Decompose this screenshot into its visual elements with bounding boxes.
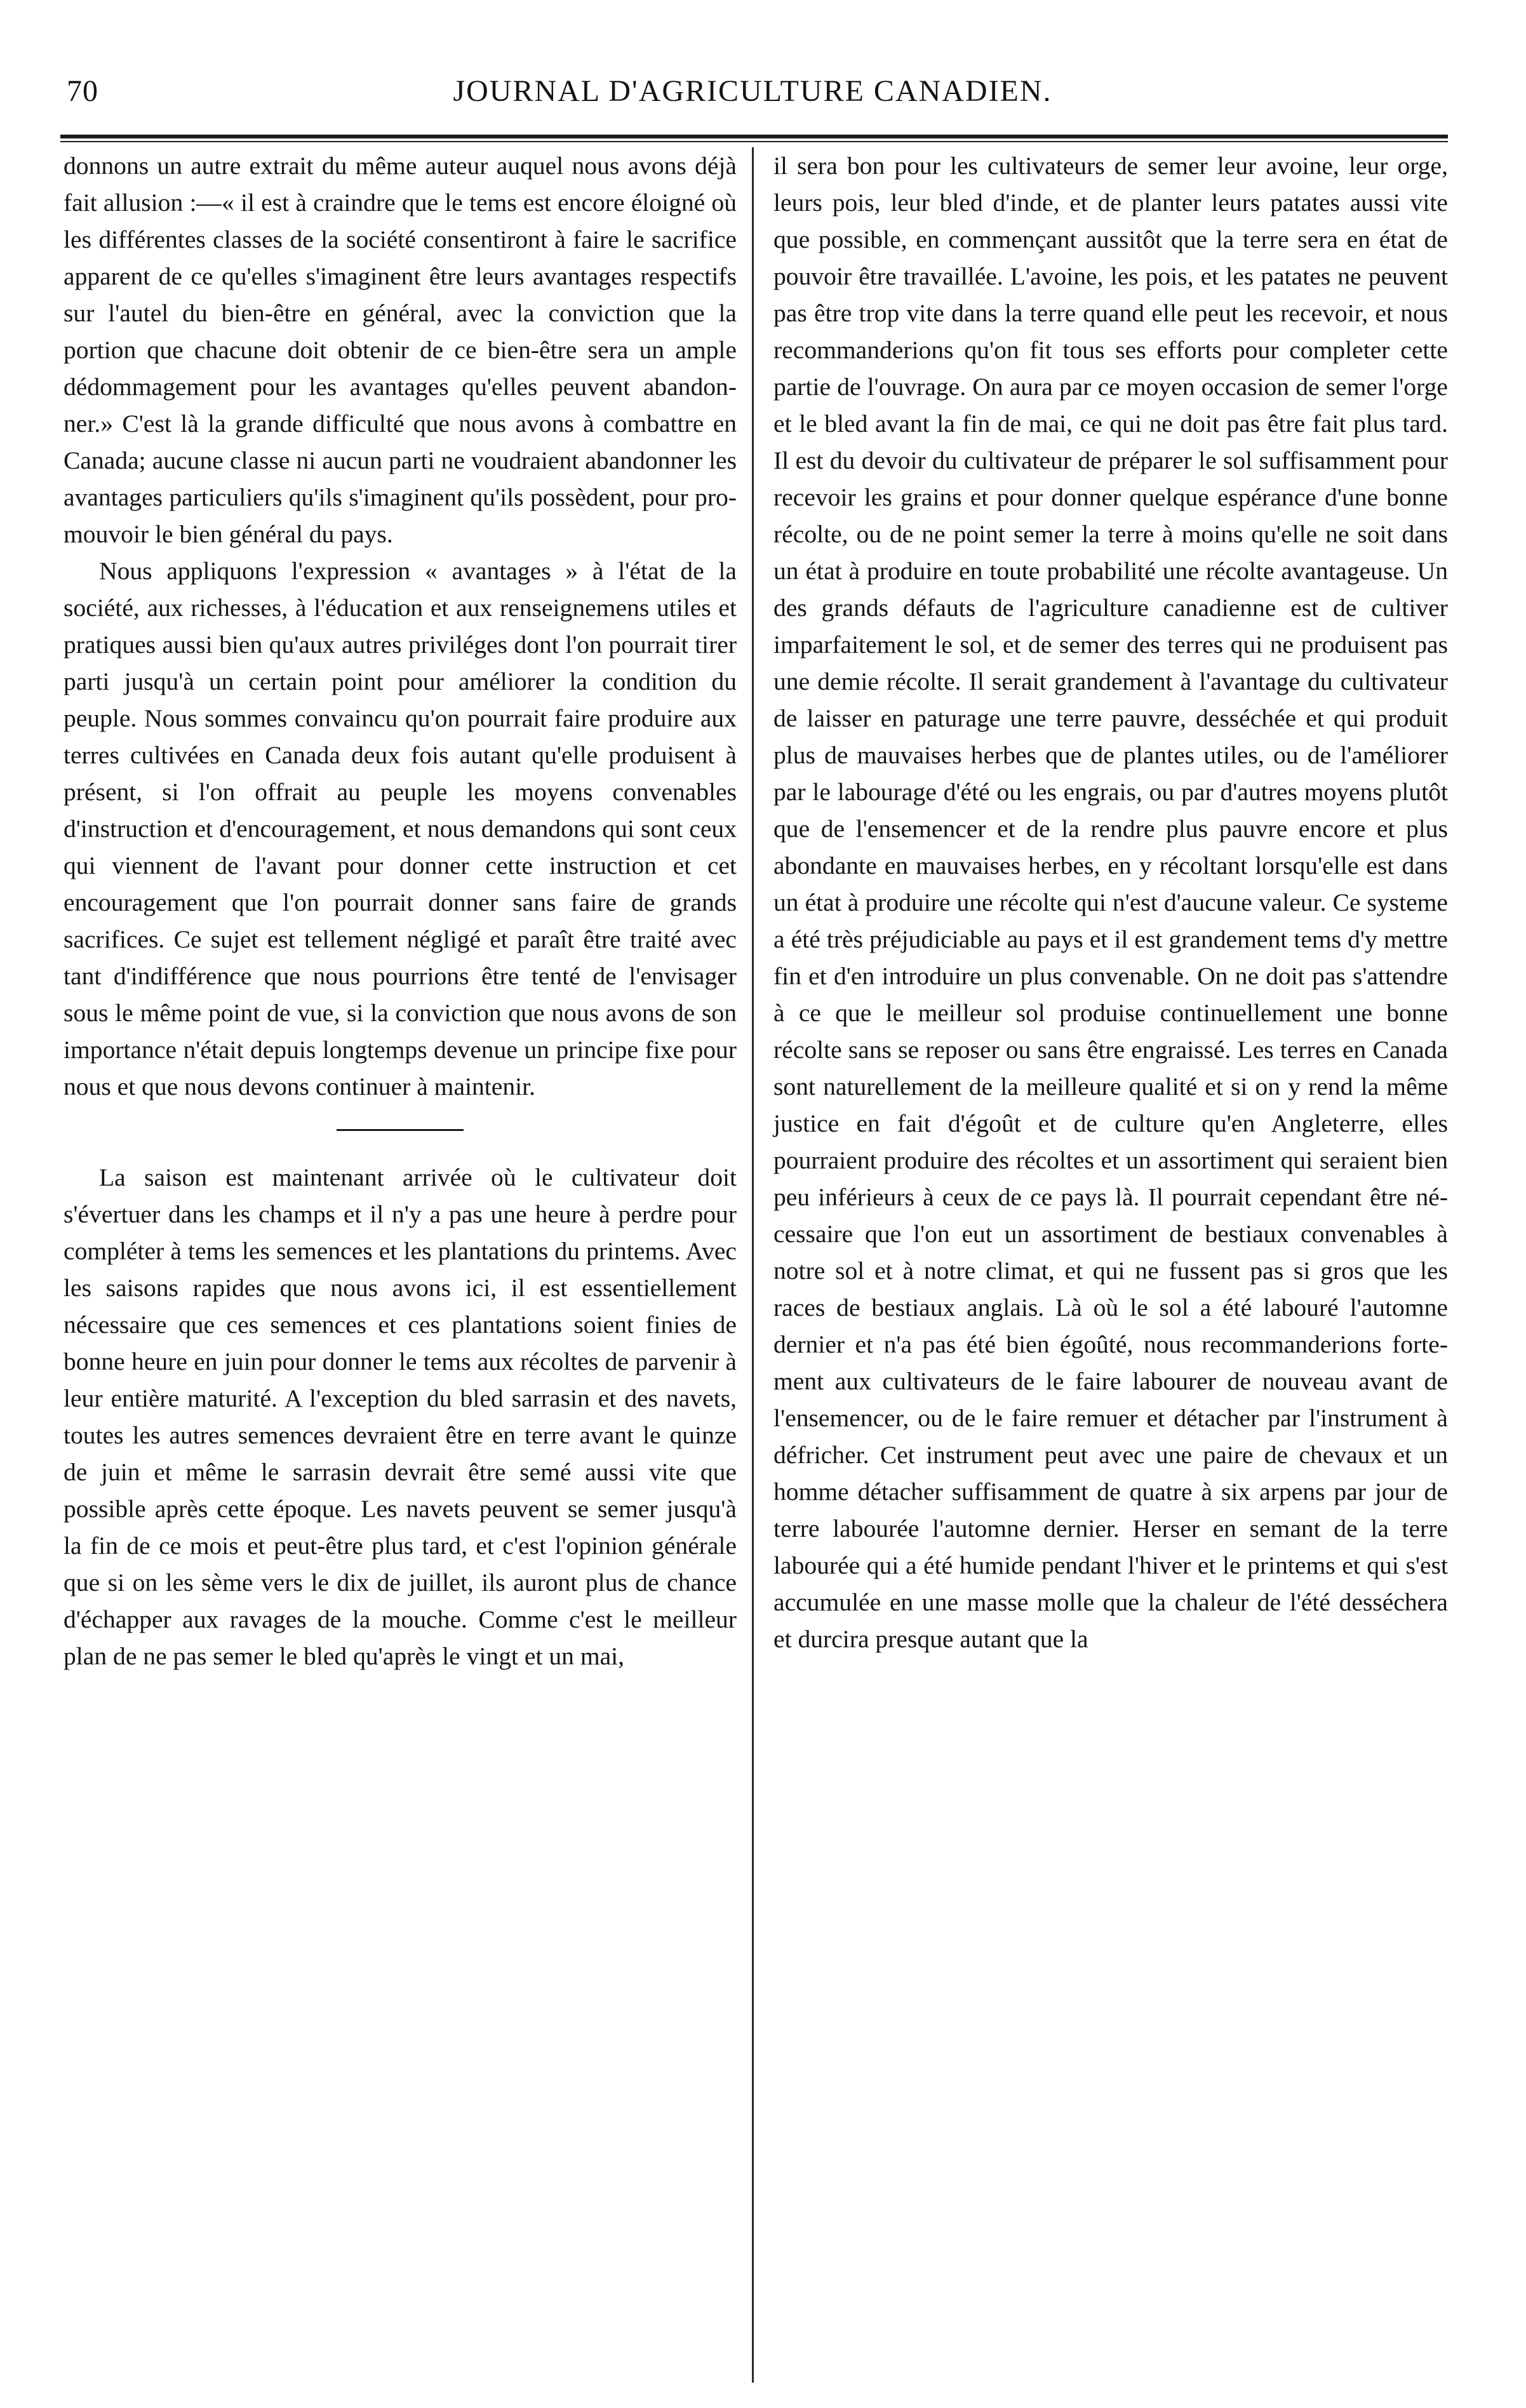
right-column xyxy=(773,147,1448,1657)
column-separator xyxy=(752,147,754,2383)
left-paragraph-1: donnons un autre extrait du même auteur auquel nous avons déjà fait allusion :—« il est à craindre que le tems est encore éloigné où les différentes classes de la société consentiront à faire le sacrifice apparent de ce qu'elles s'imaginent être leurs avantages respectifs sur l'autel du bien-être en général, avec la conviction que la portion que chacune doit obtenir de ce bien-être sera un ample dédommagement pour les avantages qu'elles peuvent abandonner.» C'est là la grande difficulté que nous avons à combattre en Canada; aucune classe ni aucun parti ne voudraient abandonner les avantages particuliers qu'ils s'imaginent qu'ils possèdent, pour promouvoir le bien général du pays. xyxy=(64,152,737,548)
left-column xyxy=(64,147,737,1675)
running-title: JOURNAL D'AGRICULTURE CANADIEN. xyxy=(453,74,1052,108)
header-rule-thick xyxy=(60,135,1448,138)
header-rule-thin xyxy=(60,141,1448,142)
page-number: 70 xyxy=(67,74,98,108)
page-header xyxy=(60,62,1445,119)
left-paragraph-3: La saison est maintenant arrivée où le cultivateur doit s'évertuer dans les champs et il n'y a pas une heure à perdre pour compléter à tems les semences et les plantations du printems. Avec les saisons rapides que nous avons ici, il est essentiellement nécessaire que ces semences et ces plantations soient finies de bonne heure en juin pour donner le tems aux récoltes de parvenir à leur entière maturité. A l'exception du bled sarrasin et des navets, toutes les autres semences devraient être en terre avant le quinze de juin et même le sarrasin devrait être semé aussi vite que possible après cette époque. Les navets peuvent se semer jusqu'à la fin de ce mois et peut-être plus tard, et c'est l'opinion générale que si on les sème vers le dix de juillet, ils auront plus de chance d'échapper aux ravages de la mouche. Comme c'est le meilleur plan de ne pas semer le bled qu'après le vingt et un mai, xyxy=(64,1163,737,1670)
left-paragraph-2: Nous appliquons l'expression « avantages » à l'état de la société, aux richesses, à l'éducation et aux renseignemens utiles et pratiques aussi bien qu'aux autres priviléges dont l'on pourrait tirer parti jusqu'à un certain point pour améliorer la condition du peuple. Nous sommes convaincu qu'on pourrait faire produire aux terres cultivées en Canada deux fois autant qu'elle produisent à présent, si l'on offrait au peuple les moyens convenables d'instruction et d'encouragement, et nous demandons qui sont ceux qui viennent de l'avant pour donner cette instruction et cet encouragement que l'on pourrait donner sans faire de grands sacrifices. Ce sujet est tellement négligé et paraît être traité avec tant d'indifférence que nous pourrions être tenté de l'envisager sous le même point de vue, si la conviction que nous avons de son importance n'était depuis longtemps devenue un principe fixe pour nous et que nous devons continuer à maintenir. xyxy=(64,557,737,1100)
right-paragraph-1: il sera bon pour les cultivateurs de semer leur avoine, leur orge, leurs pois, leur bled d'inde, et de planter leurs patates aussi vite que possible, en commençant aussitôt que la terre sera en état de pouvoir être travaillée. L'avoine, les pois, et les patates ne peuvent pas être trop vite dans la terre quand elle peut les recevoir, et nous recommanderions qu'on fit tous ses efforts pour completer cette partie de l'ouvrage. On aura par ce moyen occasion de semer l'orge et le bled avant la fin de mai, ce qui ne doit pas être fait plus tard. Il est du devoir du cultivateur de préparer le sol suffisamment pour recevoir les grains et pour donner quelque espérance d'une bonne récolte, ou de ne point semer la terre à moins qu'elle ne soit dans un état à produire en toute probabilité une récolte avantageuse. Un des grands défauts de l'agriculture canadienne est de cultiver imparfaitement le sol, et de semer des terres qui ne produisent pas une demie récolte. Il serait grandement à l'avantage du cultivateur de laisser en paturage une terre pauvre, desséchée et qui produit plus de mauvaises herbes que de plantes utiles, ou de l'améliorer par le labourage d'été ou les engrais, ou par d'autres moyens plutôt que de l'ensemencer et de la rendre plus pauvre encore et plus abondante en mauvaises herbes, en y récoltant lorsqu'elle est dans un état à produire une récolte qui n'est d'aucune valeur. Ce systeme a été très préjudiciable au pays et il est grandement tems d'y mettre fin et d'en introduire un plus convenable. On ne doit pas s'attendre à ce que le meilleur sol produise continuellement une bonne récolte sans se reposer ou sans être engraissé. Les terres en Canada sont naturellement de la meilleure qualité et si on y rend la même justice en fait d'égoût et de culture qu'en Angleterre, elles pourraient produire des récoltes et un assortiment qui seraient bien peu inférieurs à ceux de ce pays là. Il pourrait cependant être nécessaire que l'on eut un assortiment de bestiaux convenables à notre sol et à notre climat, et qui ne fussent pas si gros que les races de bestiaux anglais. Là où le sol a été labouré l'automne dernier et n'a pas été bien égoûté, nous recommanderions fortement aux cultivateurs de le faire labourer de nouveau avant de l'ensemencer, ou de le faire remuer et détacher par l'instrument à défricher. Cet instrument peut avec une paire de chevaux et un homme détacher suffisamment de quatre à six arpens par jour de terre labourée l'automne dernier. Herser en semant de la terre labourée qui a été humide pendant l'hiver et le printems et qui s'est accumulée en une masse molle que la chaleur de l'été desséchera et durcira presque autant que la xyxy=(773,152,1448,1653)
section-divider xyxy=(337,1129,464,1131)
